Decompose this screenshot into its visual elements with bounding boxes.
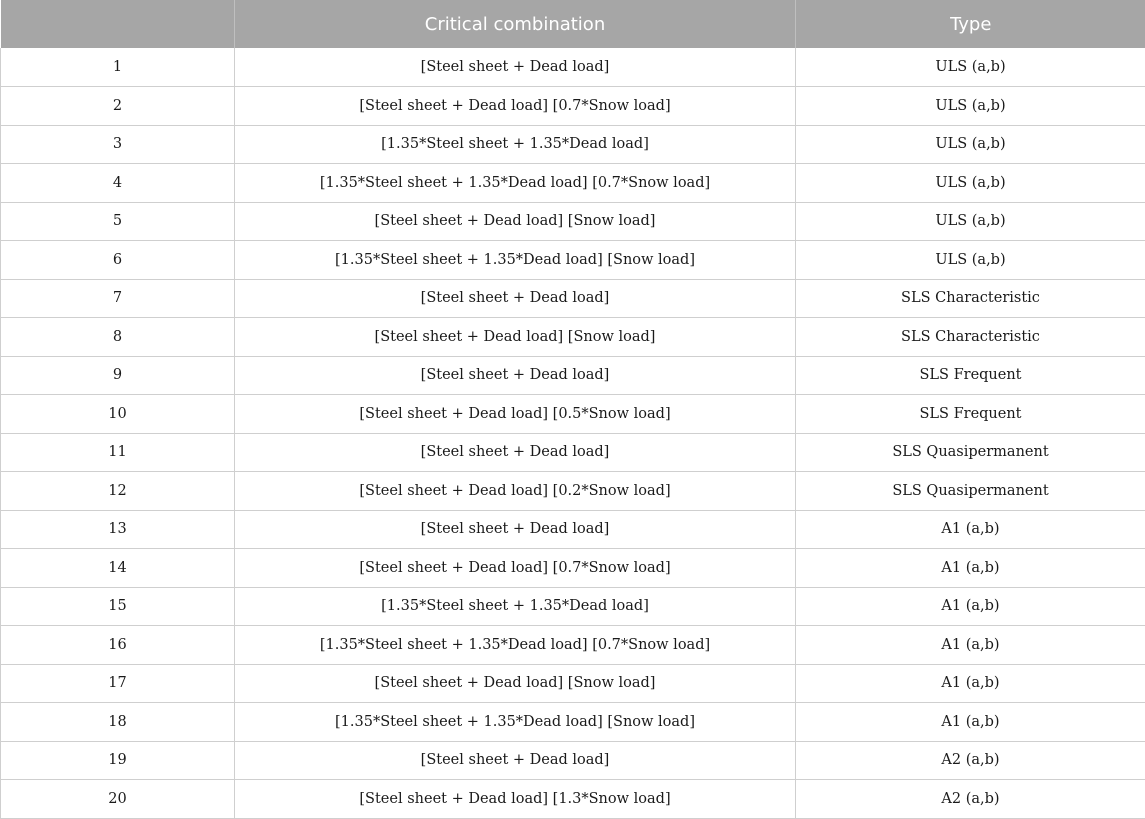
type-cell: A1 (a,b) — [796, 549, 1145, 588]
combination-cell: [Steel sheet + Dead load] [1.3*Snow load] — [235, 780, 796, 819]
type-cell: ULS (a,b) — [796, 125, 1145, 164]
combination-cell: [Steel sheet + Dead load] [0.7*Snow load] — [235, 549, 796, 588]
header-critical-combination: Critical combination — [235, 0, 796, 48]
combination-cell: [Steel sheet + Dead load] [Snow load] — [235, 318, 796, 357]
row-number-cell: 20 — [1, 780, 235, 819]
type-cell: A1 (a,b) — [796, 510, 1145, 549]
combination-cell: [Steel sheet + Dead load] — [235, 48, 796, 87]
type-cell: SLS Quasipermanent — [796, 433, 1145, 472]
row-number-cell: 14 — [1, 549, 235, 588]
row-number-cell: 15 — [1, 587, 235, 626]
table-row — [1, 48, 1145, 87]
combination-cell: [Steel sheet + Dead load] — [235, 433, 796, 472]
type-cell: SLS Characteristic — [796, 318, 1145, 357]
table-row — [1, 395, 1145, 434]
table-body — [1, 48, 1145, 818]
combination-cell: [1.35*Steel sheet + 1.35*Dead load] [0.7*Snow load] — [235, 626, 796, 665]
row-number-cell: 3 — [1, 125, 235, 164]
table-row — [1, 279, 1145, 318]
type-cell: ULS (a,b) — [796, 48, 1145, 87]
type-cell: ULS (a,b) — [796, 164, 1145, 203]
row-number-cell: 5 — [1, 202, 235, 241]
combination-cell: [Steel sheet + Dead load] [Snow load] — [235, 202, 796, 241]
table-row — [1, 549, 1145, 588]
type-cell: SLS Quasipermanent — [796, 472, 1145, 511]
combination-cell: [Steel sheet + Dead load] — [235, 510, 796, 549]
type-cell: SLS Characteristic — [796, 279, 1145, 318]
table-row — [1, 664, 1145, 703]
row-number-cell: 12 — [1, 472, 235, 511]
type-cell: A2 (a,b) — [796, 780, 1145, 819]
row-number-cell: 8 — [1, 318, 235, 357]
header-number — [1, 0, 235, 48]
combination-cell: [Steel sheet + Dead load] [0.7*Snow load] — [235, 87, 796, 126]
combination-cell: [Steel sheet + Dead load] [0.5*Snow load] — [235, 395, 796, 434]
type-cell: A2 (a,b) — [796, 741, 1145, 780]
row-number-cell: 9 — [1, 356, 235, 395]
combination-cell: [Steel sheet + Dead load] [Snow load] — [235, 664, 796, 703]
type-cell: A1 (a,b) — [796, 703, 1145, 742]
combination-cell: [1.35*Steel sheet + 1.35*Dead load] — [235, 587, 796, 626]
type-cell: ULS (a,b) — [796, 241, 1145, 280]
table-row — [1, 626, 1145, 665]
row-number-cell: 1 — [1, 48, 235, 87]
combination-cell: [1.35*Steel sheet + 1.35*Dead load] [0.7*Snow load] — [235, 164, 796, 203]
row-number-cell: 18 — [1, 703, 235, 742]
table-row — [1, 587, 1145, 626]
table-row — [1, 318, 1145, 357]
table-row — [1, 780, 1145, 819]
table-row — [1, 125, 1145, 164]
row-number-cell: 7 — [1, 279, 235, 318]
row-number-cell: 19 — [1, 741, 235, 780]
header-type: Type — [796, 0, 1145, 48]
table-row — [1, 202, 1145, 241]
row-number-cell: 16 — [1, 626, 235, 665]
row-number-cell: 4 — [1, 164, 235, 203]
table-header-row — [1, 0, 1145, 48]
table-row — [1, 241, 1145, 280]
row-number-cell: 17 — [1, 664, 235, 703]
combination-cell: [1.35*Steel sheet + 1.35*Dead load] — [235, 125, 796, 164]
table-row — [1, 510, 1145, 549]
type-cell: ULS (a,b) — [796, 87, 1145, 126]
type-cell: A1 (a,b) — [796, 626, 1145, 665]
type-cell: SLS Frequent — [796, 356, 1145, 395]
table-row — [1, 87, 1145, 126]
combination-cell: [1.35*Steel sheet + 1.35*Dead load] [Snow load] — [235, 241, 796, 280]
type-cell: SLS Frequent — [796, 395, 1145, 434]
row-number-cell: 11 — [1, 433, 235, 472]
table-row — [1, 433, 1145, 472]
row-number-cell: 6 — [1, 241, 235, 280]
table-row — [1, 472, 1145, 511]
row-number-cell: 2 — [1, 87, 235, 126]
type-cell: A1 (a,b) — [796, 587, 1145, 626]
type-cell: ULS (a,b) — [796, 202, 1145, 241]
combination-cell: [Steel sheet + Dead load] — [235, 279, 796, 318]
table-row — [1, 356, 1145, 395]
combination-cell: [1.35*Steel sheet + 1.35*Dead load] [Snow load] — [235, 703, 796, 742]
combination-cell: [Steel sheet + Dead load] [0.2*Snow load] — [235, 472, 796, 511]
row-number-cell: 10 — [1, 395, 235, 434]
type-cell: A1 (a,b) — [796, 664, 1145, 703]
combination-cell: [Steel sheet + Dead load] — [235, 741, 796, 780]
table-row — [1, 164, 1145, 203]
row-number-cell: 13 — [1, 510, 235, 549]
table-row — [1, 741, 1145, 780]
table-row — [1, 703, 1145, 742]
combination-cell: [Steel sheet + Dead load] — [235, 356, 796, 395]
